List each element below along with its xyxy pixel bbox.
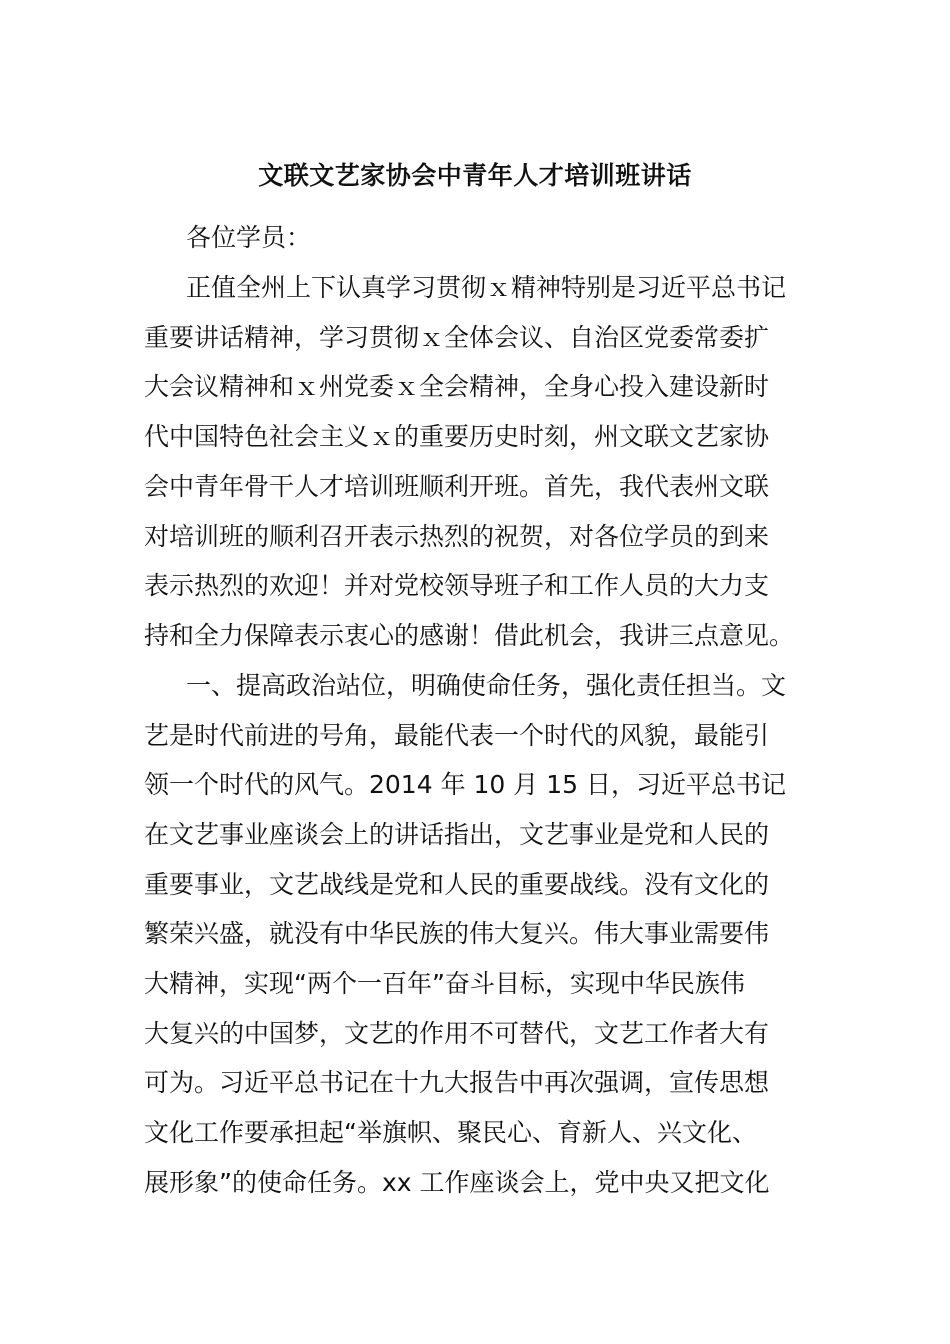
body-line: 持和全力保障表示衷心的感谢！借此机会，我讲三点意见。	[144, 621, 795, 650]
body-line: 文化工作要承担起“举旗帜、聚民心、育新人、兴文化、	[144, 1118, 757, 1147]
body-line: 艺是时代前进的号角，最能代表一个时代的风貌，最能引	[144, 721, 770, 750]
body-line: 代中国特色社会主义ｘ的重要历史时刻，州文联文艺家协	[144, 422, 770, 451]
body-line: 大会议精神和ｘ州党委ｘ全会精神，全身心投入建设新时	[144, 372, 770, 401]
section-heading-line: 一、提高政治站位，明确使命任务，强化责任担当。文	[186, 671, 787, 700]
body-line: 展形象”的使命任务。xx 工作座谈会上，党中央又把文化	[144, 1168, 770, 1197]
body-line: 会中青年骨干人才培训班顺利开班。首先，我代表州文联	[144, 472, 770, 501]
body-line: 重要事业，文艺战线是党和人民的重要战线。没有文化的	[144, 870, 770, 899]
body-line: 大精神，实现“两个一百年”奋斗目标，实现中华民族伟	[144, 969, 745, 998]
body-line: 重要讲话精神，学习贯彻ｘ全体会议、自治区党委常委扩	[144, 323, 770, 352]
body-line: 可为。习近平总书记在十九大报告中再次强调，宣传思想	[144, 1068, 770, 1097]
body-line: 领一个时代的风气。2014 年 10 月 15 日，习近平总书记	[144, 770, 786, 799]
body-line: 在文艺事业座谈会上的讲话指出，文艺事业是党和人民的	[144, 820, 770, 849]
body-line: 表示热烈的欢迎！并对党校领导班子和工作人员的大力支	[144, 571, 770, 600]
document-title: 文联文艺家协会中青年人才培训班讲话	[258, 161, 692, 190]
greeting: 各位学员：	[186, 223, 312, 252]
body-line: 对培训班的顺利召开表示热烈的祝贺，对各位学员的到来	[144, 522, 770, 551]
body-line: 大复兴的中国梦，文艺的作用不可替代，文艺工作者大有	[144, 1019, 770, 1048]
body-line: 繁荣兴盛，就没有中华民族的伟大复兴。伟大事业需要伟	[144, 919, 770, 948]
body-line: 正值全州上下认真学习贯彻ｘ精神特别是习近平总书记	[186, 273, 787, 302]
